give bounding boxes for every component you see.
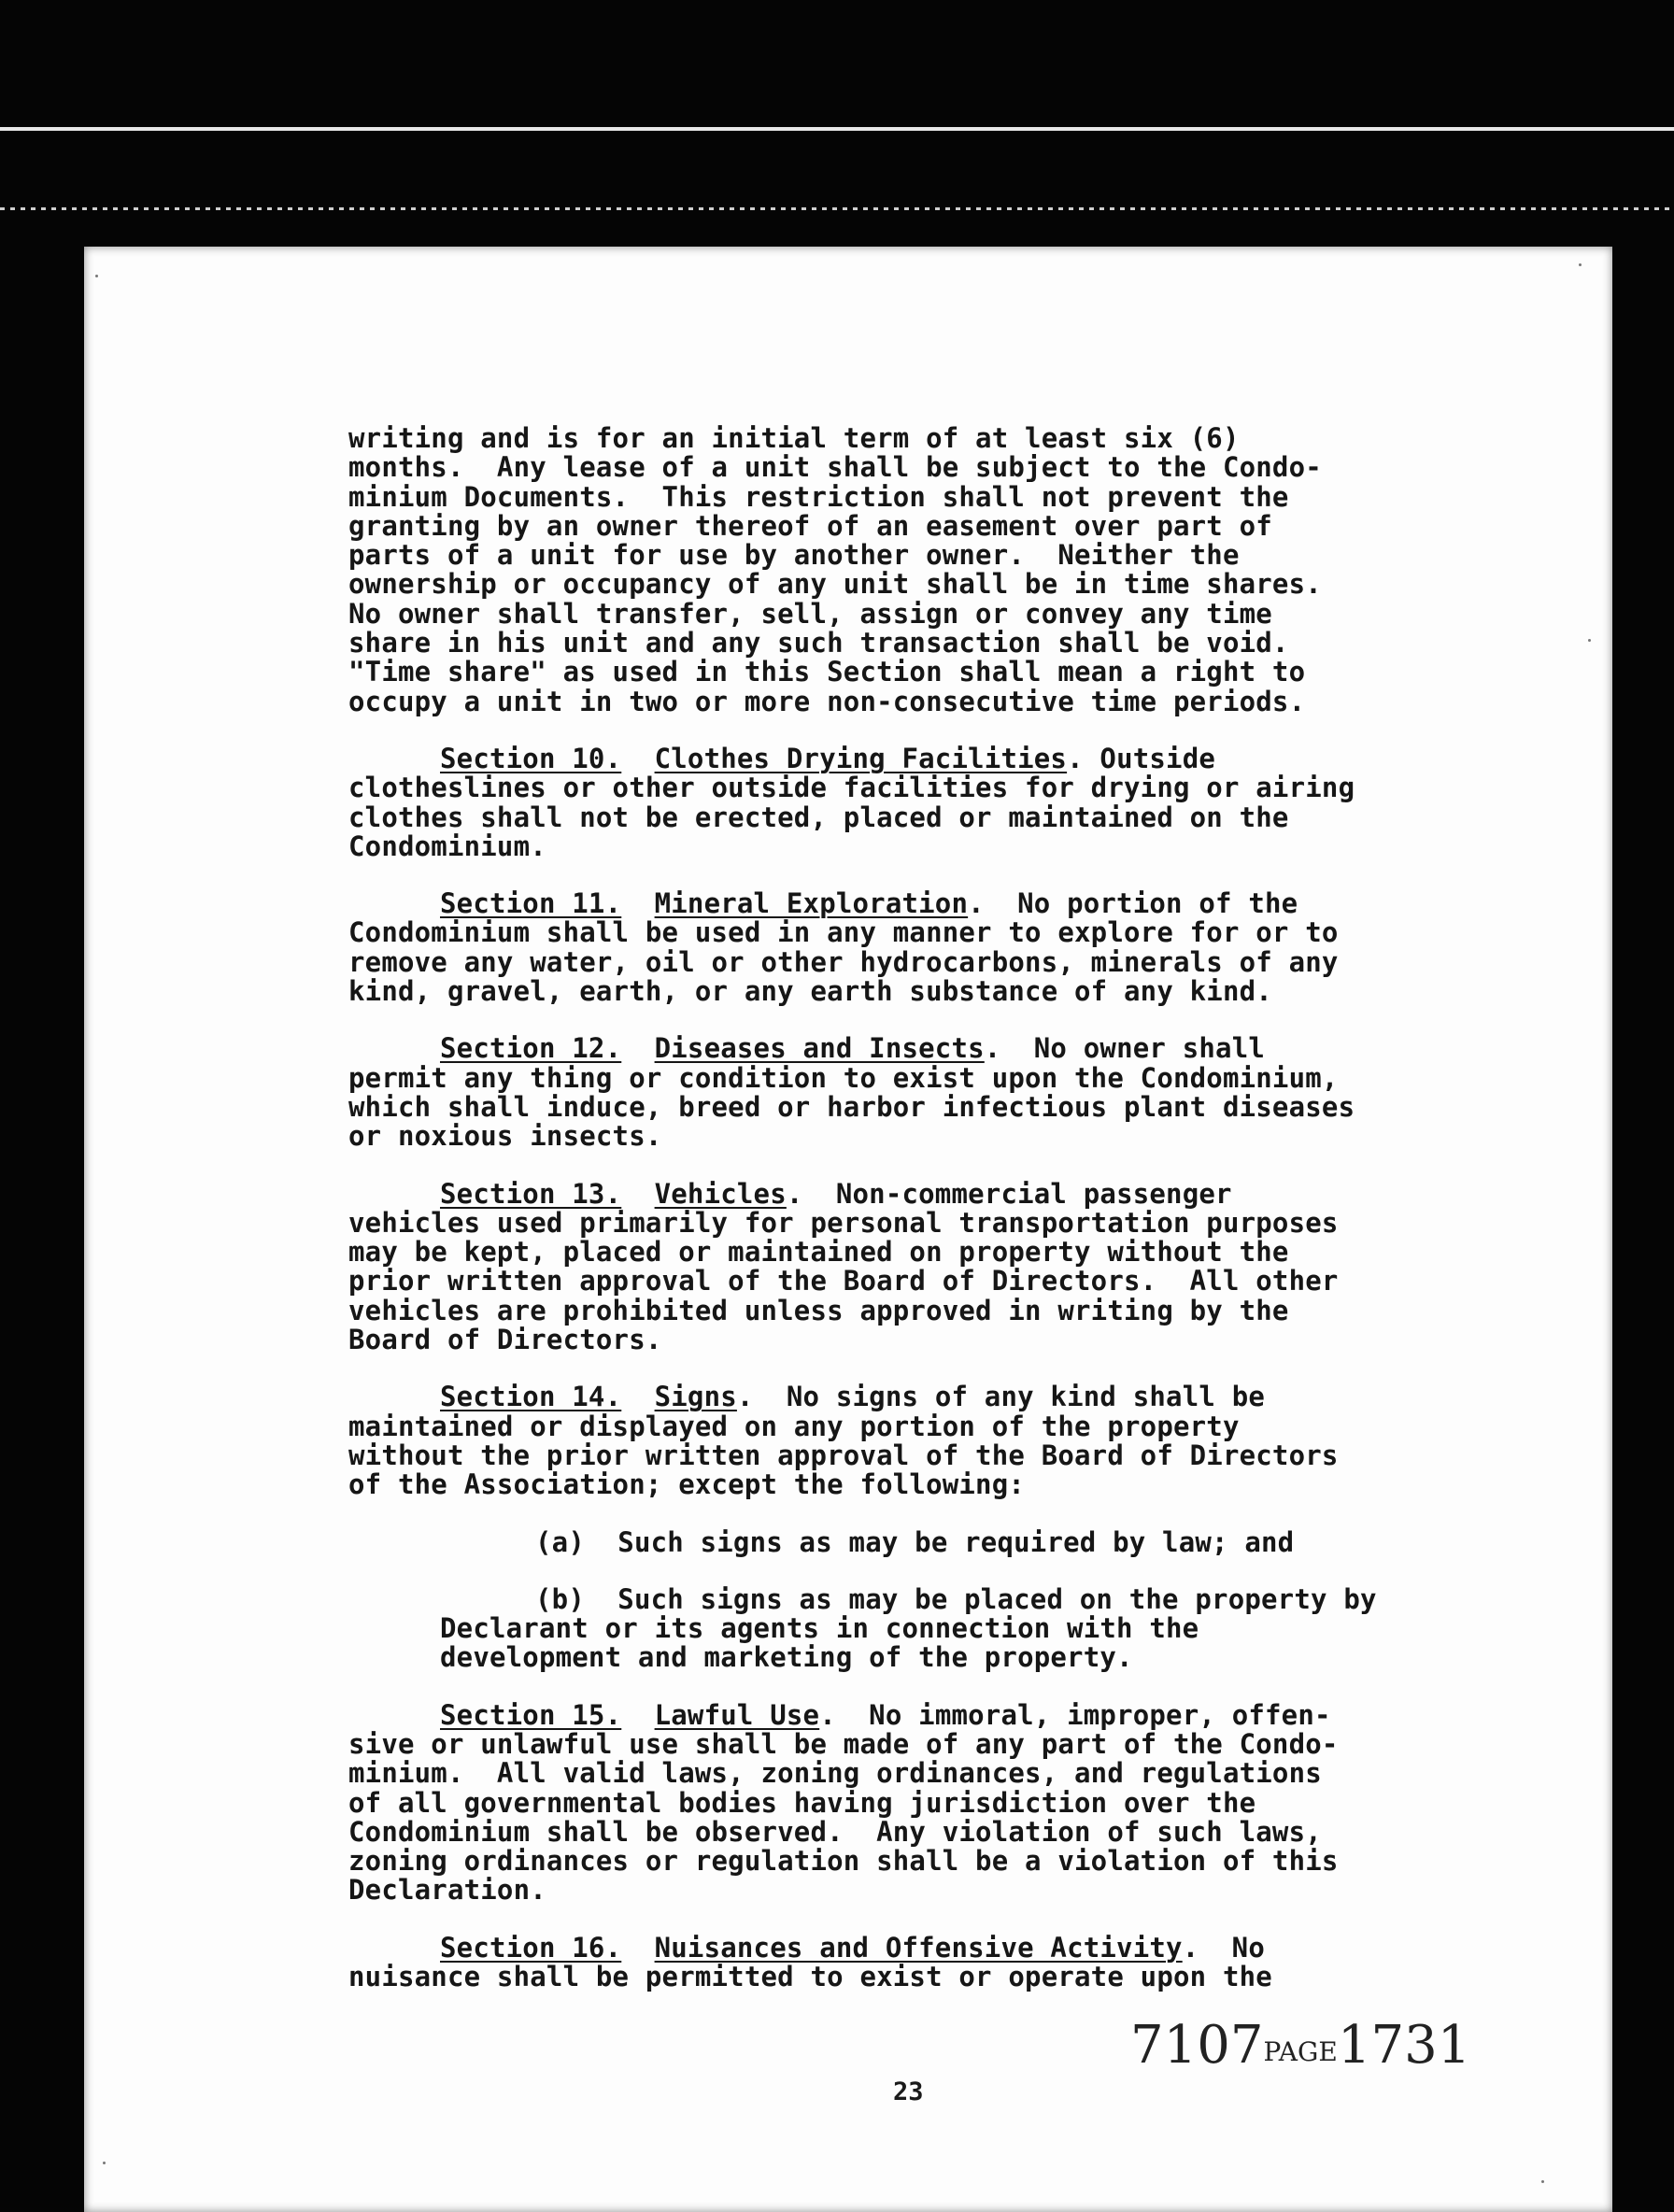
section-title: Lawful Use [654,1698,820,1731]
scan-border-dotted-line [0,207,1674,210]
text-line: or noxious insects. [348,1120,662,1153]
section-paragraph [348,744,1544,861]
text-line: kind, gravel, earth, or any earth substance of any kind. [348,975,1272,1008]
list-item [348,1582,1544,1674]
section-title: Mineral Exploration [654,887,969,920]
text-line: may be kept, placed or maintained on property without the [348,1236,1289,1269]
section-heading-line [348,889,1544,918]
section-title: Signs [654,1381,737,1413]
section-number: Section 11. [440,887,622,920]
text-line: permit any thing or condition to exist upon the Condominium, [348,1061,1339,1094]
list-item-line: development and marketing of the property. [440,1641,1133,1674]
section-heading-rest: . No [1182,1931,1266,1964]
scan-speck [103,2162,106,2164]
section-number: Section 10. [440,742,622,774]
text-line: of the Association; except the following: [348,1468,1026,1501]
text-line: vehicles are prohibited unless approved in writing by the [348,1294,1289,1326]
recording-stamp [1130,2015,1470,2076]
text-line: remove any water, oil or other hydrocarbons, minerals of any [348,945,1339,978]
section-heading-line [348,1177,1544,1210]
text-line: sive or unlawful use shall be made of any part of the Condo- [348,1727,1339,1760]
text-line: of all governmental bodies having jurisdiction over the [348,1786,1256,1819]
text-line: months. Any lease of a unit shall be subject to the Condo- [348,451,1322,484]
section-paragraph [348,1698,1544,1907]
text-line: No owner shall transfer, sell, assign or convey any time [348,597,1272,630]
section-number: Section 13. [440,1177,622,1210]
document-page [84,247,1612,2212]
section-heading-rest: . No immoral, improper, offen- [819,1698,1331,1731]
text-line: clotheslines or other outside facilities for drying or airing [348,772,1355,804]
section-number: Section 16. [440,1931,622,1964]
section-number: Section 15. [440,1698,622,1731]
text-line: Declaration. [348,1874,546,1907]
text-line: parts of a unit for use by another owner. Neither the [348,539,1240,572]
text-line: zoning ordinances or regulation shall be a violation of this [348,1845,1339,1878]
section-heading-rest: . Non-commercial passenger [786,1177,1232,1210]
section-paragraph [348,1931,1544,1993]
text-line: minium Documents. This restriction shall not prevent the [348,480,1289,513]
text-line: "Time share" as used in this Section shall mean a right to [348,656,1306,688]
section-heading-rest: . No owner shall [984,1032,1266,1065]
section-heading-line [348,1698,1544,1731]
stamp-page-label: PAGE [1263,2036,1338,2067]
section-paragraph [348,1382,1544,1499]
text-line: share in his unit and any such transaction shall be void. [348,627,1289,659]
text-line: Condominium. [348,830,546,862]
text-line: Condominium shall be used in any manner to explore for or to [348,916,1339,949]
text-line: without the prior written approval of the Board of Directors [348,1439,1339,1471]
section-title: Nuisances and Offensive Activity [654,1931,1183,1964]
section-heading-rest: . No portion of the [968,887,1298,920]
text-line: vehicles used primarily for personal transportation purposes [348,1206,1339,1239]
text-line: granting by an owner thereof of an easement over part of [348,509,1272,542]
text-line: ownership or occupancy of any unit shall be in time shares. [348,568,1322,601]
section-title: Clothes Drying Facilities [654,742,1068,774]
section-heading-line [348,1034,1544,1063]
stamp-page-number: 1731 [1337,2015,1471,2076]
section-heading-rest: . Outside [1067,742,1216,774]
section-number: Section 12. [440,1032,622,1065]
section-paragraph [348,889,1544,1006]
document-body [348,424,1544,2020]
text-line: Condominium shall be observed. Any violation of such laws, [348,1815,1322,1848]
text-line: clothes shall not be erected, placed or maintained on the [348,801,1289,833]
list-item-line: Declarant or its agents in connection with the [440,1612,1199,1645]
scan-speck [1579,263,1582,266]
text-line: maintained or displayed on any portion of the property [348,1410,1240,1442]
text-line: which shall induce, breed or harbor infectious plant diseases [348,1090,1355,1123]
section-paragraph [348,1177,1544,1356]
section-heading-line [348,1931,1544,1964]
list-item-first-line: (b) Such signs as may be placed on the property by [535,1582,1377,1615]
text-line: occupy a unit in two or more non-consecutive time periods. [348,685,1306,717]
scan-speck [1541,2180,1544,2183]
text-line: nuisance shall be permitted to exist or operate upon the [348,1961,1272,1993]
scan-speck [95,275,98,277]
text-line: writing and is for an initial term of at least six (6) [348,422,1240,454]
paragraph-continuation [348,424,1544,716]
page-number: 23 [893,2077,924,2106]
text-line: prior written approval of the Board of Directors. All other [348,1265,1339,1297]
text-line: minium. All valid laws, zoning ordinances, and regulations [348,1757,1322,1790]
stamp-book-number: 7107 [1130,2015,1264,2076]
section-paragraph [348,1034,1544,1151]
text-line: Board of Directors. [348,1324,662,1356]
section-heading-line [348,744,1544,773]
section-heading-rest: . No signs of any kind shall be [736,1381,1266,1413]
section-heading-line [348,1382,1544,1411]
list-item-first-line: (a) Such signs as may be required by law; and [535,1525,1295,1558]
scan-speck [1588,639,1591,642]
section-title: Diseases and Insects [654,1032,985,1065]
scan-border-line [0,127,1674,131]
section-number: Section 14. [440,1381,622,1413]
section-title: Vehicles [654,1177,787,1210]
list-item [348,1525,1544,1558]
